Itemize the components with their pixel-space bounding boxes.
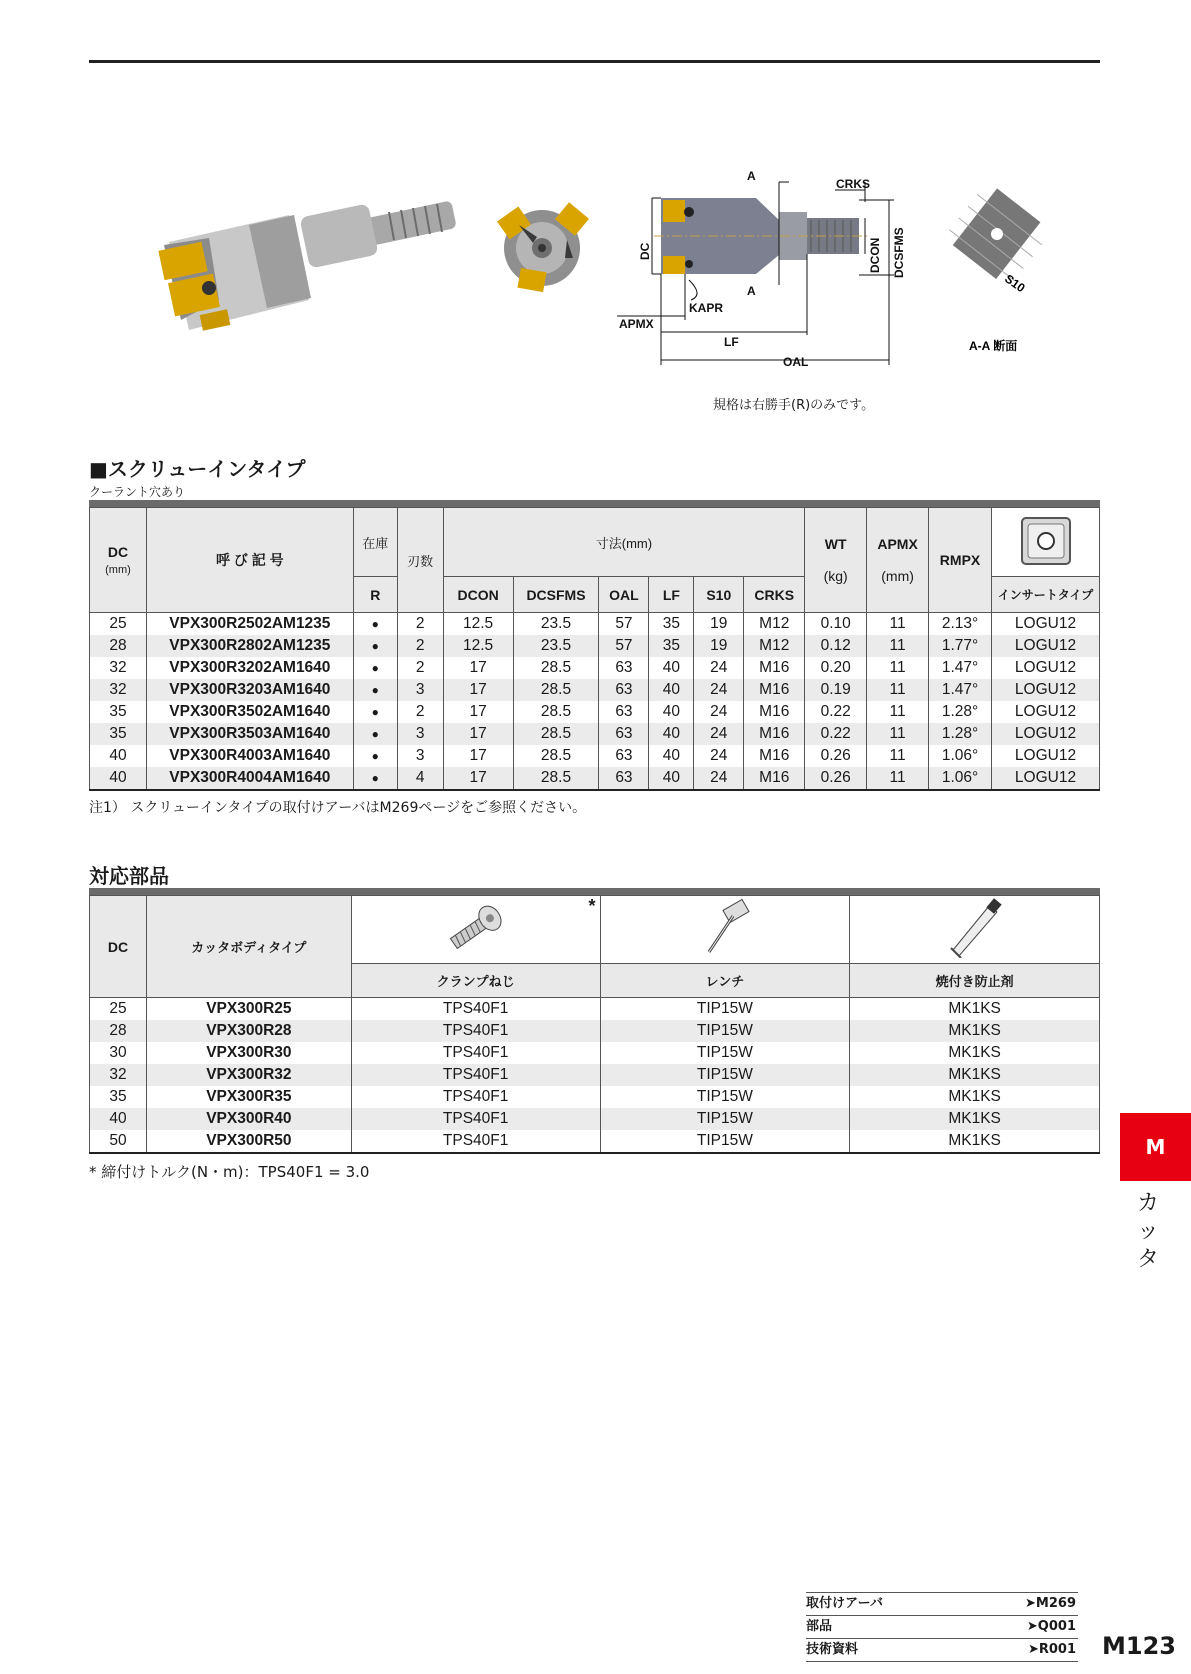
cell-body: VPX300R40 [146, 1108, 351, 1130]
table-row [90, 1086, 1100, 1108]
cell-crks: M12 [744, 635, 805, 657]
cell-anti: MK1KS [850, 1042, 1100, 1064]
table-row [90, 701, 1100, 723]
table-row [90, 998, 1100, 1021]
cell-lf: 40 [649, 701, 694, 723]
cell-clamp: TPS40F1 [351, 1042, 600, 1064]
cell-oal: 57 [599, 613, 649, 636]
cell-apmx: 11 [867, 701, 929, 723]
cell-z: 2 [397, 613, 443, 636]
cell-stock: ● [353, 701, 397, 723]
top-rule [89, 60, 1100, 63]
cell-stock: ● [353, 723, 397, 745]
cell-z: 4 [397, 767, 443, 790]
cell-oal: 63 [599, 745, 649, 767]
cell-clamp: TPS40F1 [351, 1108, 600, 1130]
table-row [90, 635, 1100, 657]
svg-text:CRKS: CRKS [836, 177, 871, 191]
parts-col-body: カッタボディタイプ [146, 896, 351, 998]
wrench-image-cell [600, 896, 850, 964]
col-dims: 寸法(mm) [443, 508, 805, 577]
cell-oal: 63 [599, 679, 649, 701]
table-row [90, 1020, 1100, 1042]
cell-wt: 0.26 [805, 745, 867, 767]
cell-wrench: TIP15W [600, 998, 850, 1021]
cell-clamp: TPS40F1 [351, 1064, 600, 1086]
cell-crks: M16 [744, 679, 805, 701]
cell-lf: 35 [649, 635, 694, 657]
cell-wt: 0.10 [805, 613, 867, 636]
cell-dc: 30 [90, 1042, 147, 1064]
cell-rmpx: 1.77° [929, 635, 992, 657]
cell-dc: 40 [90, 745, 147, 767]
parts-col-dc: DC [90, 896, 147, 998]
col-stock-r: R [353, 577, 397, 613]
cell-dcon: 17 [443, 723, 513, 745]
cell-wrench: TIP15W [600, 1086, 850, 1108]
cell-oal: 63 [599, 723, 649, 745]
parts-title: 対応部品 [89, 864, 169, 888]
parts-footnote: * 締付けトルク(N・m)：TPS40F1 = 3.0 [89, 1163, 370, 1181]
col-rmpx: RMPX [929, 508, 992, 613]
insert-image-cell [992, 508, 1100, 577]
svg-text:A-A 断面: A-A 断面 [969, 339, 1018, 353]
table-row [90, 679, 1100, 701]
cell-dc: 32 [90, 1064, 147, 1086]
table-row [90, 657, 1100, 679]
cell-dcsfms: 23.5 [513, 635, 599, 657]
cell-dc: 25 [90, 998, 147, 1021]
cell-clamp: TPS40F1 [351, 1020, 600, 1042]
col-dc: DC (mm) [90, 508, 147, 613]
cell-apmx: 11 [867, 767, 929, 790]
cell-body: VPX300R25 [146, 998, 351, 1021]
parts-col-wrench: レンチ [600, 964, 850, 998]
table-top-bar [89, 500, 1100, 507]
cell-s10: 24 [694, 723, 744, 745]
cell-anti: MK1KS [850, 1130, 1100, 1153]
cell-anti: MK1KS [850, 1020, 1100, 1042]
cell-wrench: TIP15W [600, 1020, 850, 1042]
cell-dcon: 17 [443, 767, 513, 790]
cell-insert: LOGU12 [992, 745, 1100, 767]
cell-apmx: 11 [867, 635, 929, 657]
cell-rmpx: 1.06° [929, 767, 992, 790]
cell-s10: 24 [694, 767, 744, 790]
svg-text:A: A [747, 169, 756, 183]
cell-wt: 0.20 [805, 657, 867, 679]
cutter-3d-image [158, 200, 456, 330]
table-row [90, 767, 1100, 790]
cell-stock: ● [353, 745, 397, 767]
svg-text:A: A [747, 284, 756, 298]
cutter-end-view [497, 202, 589, 292]
section-tab-m[interactable]: M [1120, 1113, 1191, 1181]
cell-lf: 40 [649, 679, 694, 701]
cell-body: VPX300R50 [146, 1130, 351, 1153]
cell-dcon: 17 [443, 701, 513, 723]
cell-crks: M16 [744, 745, 805, 767]
cell-stock: ● [353, 679, 397, 701]
cell-stock: ● [353, 613, 397, 636]
cell-dc: 32 [90, 657, 147, 679]
torque-asterisk: * [588, 896, 596, 916]
cell-code: VPX300R2802AM1235 [146, 635, 353, 657]
cell-crks: M16 [744, 767, 805, 790]
cell-body: VPX300R32 [146, 1064, 351, 1086]
wrench-icon [695, 898, 755, 958]
cell-lf: 40 [649, 657, 694, 679]
cell-crks: M16 [744, 723, 805, 745]
cell-dcsfms: 28.5 [513, 701, 599, 723]
cell-insert: LOGU12 [992, 613, 1100, 636]
cell-insert: LOGU12 [992, 635, 1100, 657]
cell-dcon: 12.5 [443, 635, 513, 657]
table-row [90, 1042, 1100, 1064]
cell-z: 3 [397, 679, 443, 701]
cutter-dimension-drawing [617, 169, 906, 369]
table-row [90, 1064, 1100, 1086]
svg-text:LF: LF [724, 335, 739, 349]
anti-seize-tube-icon [945, 898, 1005, 958]
page-number: M123 [1102, 1632, 1176, 1660]
anti-seize-image-cell [850, 896, 1100, 964]
cell-dcsfms: 28.5 [513, 745, 599, 767]
cell-crks: M16 [744, 657, 805, 679]
svg-text:DCSFMS: DCSFMS [892, 227, 906, 278]
svg-text:OAL: OAL [783, 355, 809, 369]
cell-wt: 0.19 [805, 679, 867, 701]
cell-dcon: 12.5 [443, 613, 513, 636]
cell-insert: LOGU12 [992, 767, 1100, 790]
cell-z: 3 [397, 745, 443, 767]
cell-anti: MK1KS [850, 1086, 1100, 1108]
screw-in-title: ■スクリューインタイプ [89, 457, 306, 481]
cell-dcon: 17 [443, 745, 513, 767]
cell-code: VPX300R3503AM1640 [146, 723, 353, 745]
clamp-screw-icon [441, 900, 511, 956]
cell-rmpx: 1.28° [929, 723, 992, 745]
cell-wrench: TIP15W [600, 1064, 850, 1086]
cell-dcsfms: 23.5 [513, 613, 599, 636]
cell-dcsfms: 28.5 [513, 679, 599, 701]
ref-row-arbor[interactable]: 取付けアーバ ➤M269 [806, 1593, 1078, 1616]
parts-table [89, 895, 1100, 1154]
cell-code: VPX300R3202AM1640 [146, 657, 353, 679]
cell-dc: 28 [90, 1020, 147, 1042]
cell-s10: 19 [694, 635, 744, 657]
cell-apmx: 11 [867, 613, 929, 636]
cell-body: VPX300R28 [146, 1020, 351, 1042]
cell-code: VPX300R3203AM1640 [146, 679, 353, 701]
cell-z: 3 [397, 723, 443, 745]
cell-apmx: 11 [867, 679, 929, 701]
cell-z: 2 [397, 635, 443, 657]
cell-apmx: 11 [867, 723, 929, 745]
parts-col-clamp: クランプねじ [351, 964, 600, 998]
ref-row-parts[interactable]: 部品 ➤Q001 [806, 1616, 1078, 1639]
cell-dc: 35 [90, 723, 147, 745]
col-apmx: APMX (mm) [867, 508, 929, 613]
screw-in-table [89, 507, 1100, 791]
cell-wt: 0.26 [805, 767, 867, 790]
col-stock: 在庫 [353, 508, 397, 577]
cell-dcsfms: 28.5 [513, 767, 599, 790]
col-insert: インサートタイプ [992, 577, 1100, 613]
svg-text:DCON: DCON [868, 237, 882, 273]
cell-dc: 50 [90, 1130, 147, 1153]
cell-code: VPX300R4003AM1640 [146, 745, 353, 767]
cell-code: VPX300R2502AM1235 [146, 613, 353, 636]
parts-col-anti: 焼付き防止剤 [850, 964, 1100, 998]
cell-anti: MK1KS [850, 1108, 1100, 1130]
cell-dc: 40 [90, 767, 147, 790]
cell-lf: 40 [649, 723, 694, 745]
cell-code: VPX300R3502AM1640 [146, 701, 353, 723]
col-dcsfms: DCSFMS [513, 577, 599, 613]
cell-clamp: TPS40F1 [351, 1086, 600, 1108]
clamp-image-cell [351, 896, 600, 964]
cell-dc: 35 [90, 701, 147, 723]
cell-oal: 63 [599, 657, 649, 679]
table-row [90, 1130, 1100, 1153]
insert-icon [1018, 514, 1074, 568]
cell-apmx: 11 [867, 745, 929, 767]
cell-clamp: TPS40F1 [351, 1130, 600, 1153]
cell-rmpx: 1.47° [929, 679, 992, 701]
cell-dc: 35 [90, 1086, 147, 1108]
col-oal: OAL [599, 577, 649, 613]
parts-top-bar [89, 888, 1100, 895]
screw-in-footnote: 注1） スクリューインタイプの取付けアーバはM269ページをご参照ください。 [89, 800, 587, 816]
cell-dc: 28 [90, 635, 147, 657]
cell-rmpx: 1.06° [929, 745, 992, 767]
col-wt: WT (kg) [805, 508, 867, 613]
cell-clamp: TPS40F1 [351, 998, 600, 1021]
cell-rmpx: 2.13° [929, 613, 992, 636]
cell-wrench: TIP15W [600, 1042, 850, 1064]
cell-oal: 63 [599, 701, 649, 723]
svg-text:KAPR: KAPR [689, 301, 724, 315]
col-lf: LF [649, 577, 694, 613]
col-code: 呼 び 記 号 [146, 508, 353, 613]
right-hand-note: 規格は右勝手(R)のみです。 [713, 398, 875, 413]
cell-wrench: TIP15W [600, 1130, 850, 1153]
cell-body: VPX300R35 [146, 1086, 351, 1108]
cell-dcsfms: 28.5 [513, 657, 599, 679]
cell-s10: 24 [694, 745, 744, 767]
coolant-note: クーラント穴あり [89, 485, 186, 499]
cell-s10: 24 [694, 657, 744, 679]
cell-wt: 0.12 [805, 635, 867, 657]
cell-crks: M16 [744, 701, 805, 723]
svg-text:DC: DC [638, 242, 652, 260]
cell-rmpx: 1.28° [929, 701, 992, 723]
cell-stock: ● [353, 635, 397, 657]
tool-illustrations [89, 160, 1100, 420]
col-flutes: 刃数 [397, 508, 443, 613]
cell-wt: 0.22 [805, 701, 867, 723]
reference-box [806, 1592, 1078, 1662]
cell-oal: 57 [599, 635, 649, 657]
cell-dc: 32 [90, 679, 147, 701]
cell-s10: 24 [694, 679, 744, 701]
cell-z: 2 [397, 701, 443, 723]
cell-oal: 63 [599, 767, 649, 790]
cell-anti: MK1KS [850, 1064, 1100, 1086]
cell-wt: 0.22 [805, 723, 867, 745]
ref-row-technical[interactable]: 技術資料 ➤R001 [806, 1639, 1078, 1662]
svg-text:S10: S10 [1002, 271, 1028, 296]
cell-insert: LOGU12 [992, 723, 1100, 745]
col-crks: CRKS [744, 577, 805, 613]
cell-rmpx: 1.47° [929, 657, 992, 679]
cell-lf: 40 [649, 745, 694, 767]
cell-insert: LOGU12 [992, 657, 1100, 679]
cell-lf: 40 [649, 767, 694, 790]
cell-s10: 24 [694, 701, 744, 723]
cell-stock: ● [353, 767, 397, 790]
col-s10: S10 [694, 577, 744, 613]
cell-insert: LOGU12 [992, 701, 1100, 723]
cell-s10: 19 [694, 613, 744, 636]
cell-dc: 25 [90, 613, 147, 636]
col-dcon: DCON [443, 577, 513, 613]
cell-dcsfms: 28.5 [513, 723, 599, 745]
cell-insert: LOGU12 [992, 679, 1100, 701]
table-row [90, 1108, 1100, 1130]
cell-body: VPX300R30 [146, 1042, 351, 1064]
cell-lf: 35 [649, 613, 694, 636]
cell-anti: MK1KS [850, 998, 1100, 1021]
section-tab-label: カッタ [1136, 1191, 1159, 1272]
table-row [90, 613, 1100, 636]
cell-dcon: 17 [443, 679, 513, 701]
cell-dc: 40 [90, 1108, 147, 1130]
svg-text:APMX: APMX [619, 317, 654, 331]
cell-z: 2 [397, 657, 443, 679]
table-row [90, 723, 1100, 745]
cell-dcon: 17 [443, 657, 513, 679]
section-aa-drawing [949, 188, 1041, 353]
cell-crks: M12 [744, 613, 805, 636]
table-row [90, 745, 1100, 767]
cell-code: VPX300R4004AM1640 [146, 767, 353, 790]
cell-wrench: TIP15W [600, 1108, 850, 1130]
cell-stock: ● [353, 657, 397, 679]
cell-apmx: 11 [867, 657, 929, 679]
